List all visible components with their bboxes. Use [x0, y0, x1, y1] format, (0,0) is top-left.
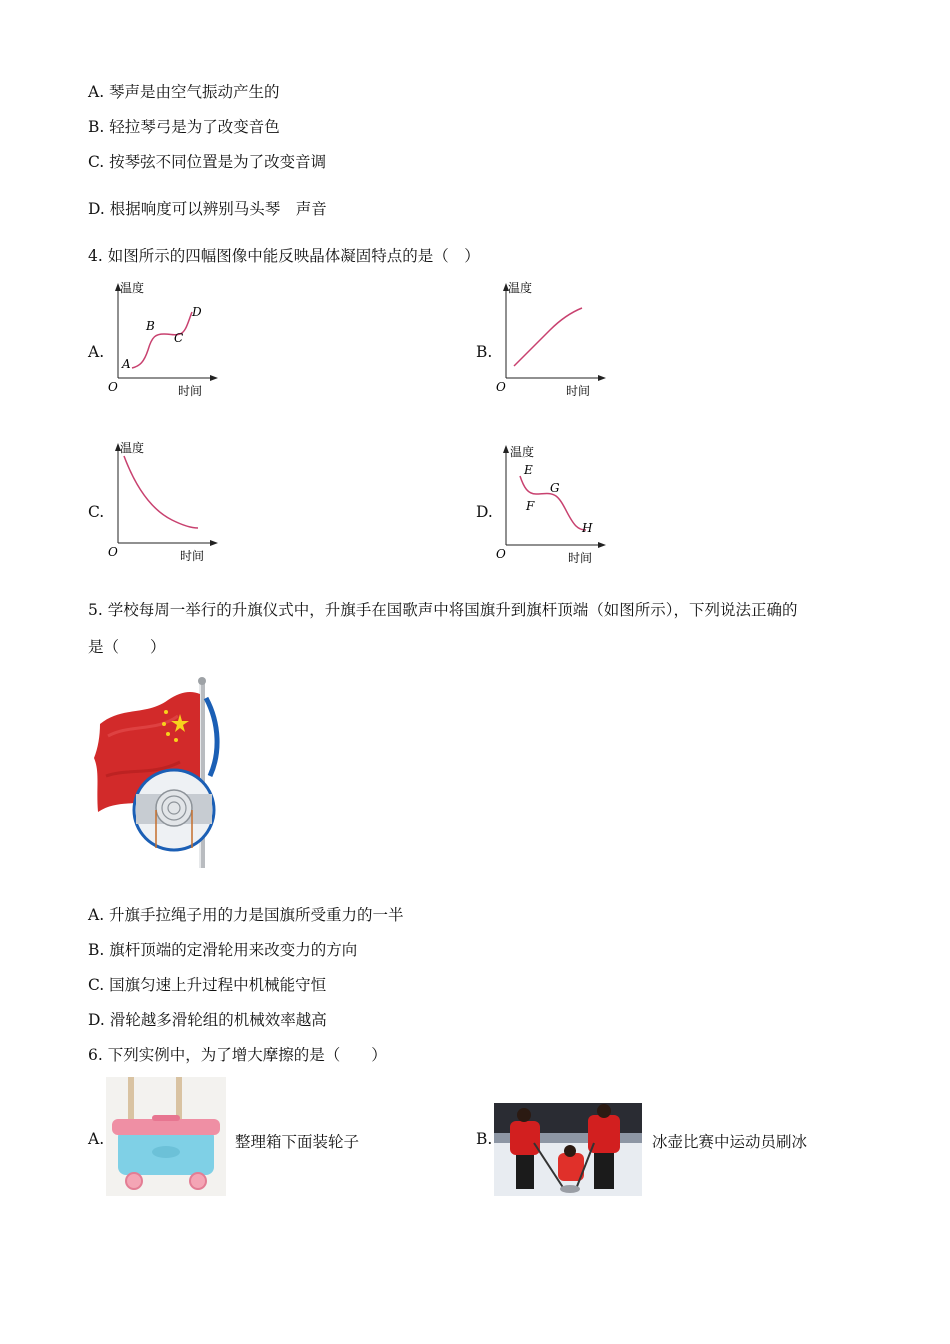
- q4-label-d: D.: [476, 503, 493, 521]
- x-axis-label: 时间: [180, 549, 205, 563]
- q4-stem: 4. 如图所示的四幅图像中能反映晶体凝固特点的是（ ）: [88, 247, 480, 265]
- point-b: B: [146, 319, 155, 333]
- box-lid: [112, 1119, 220, 1135]
- y-axis-label: 温度: [508, 281, 533, 295]
- origin-label: O: [108, 380, 118, 394]
- curling-stone: [560, 1185, 580, 1193]
- curling-image: [494, 1103, 642, 1196]
- storage-box-image: [106, 1077, 226, 1196]
- origin-label: O: [496, 380, 506, 394]
- origin-label: O: [496, 547, 506, 561]
- athlete-left: [510, 1121, 540, 1155]
- y-axis-label: 温度: [120, 441, 145, 455]
- q4-graph-d: [488, 440, 618, 574]
- flag-pole-image: [88, 676, 223, 868]
- q4-label-b: B.: [476, 343, 493, 361]
- q3-option-b: B. 轻拉琴弓是为了改变音色: [88, 118, 280, 136]
- y-axis-label: 温度: [120, 281, 145, 295]
- x-axis-label: 时间: [178, 384, 203, 398]
- pulley-arc: [206, 698, 217, 776]
- q6-option-a-text: 整理箱下面装轮子: [235, 1133, 360, 1151]
- point-g: G: [550, 481, 560, 495]
- point-d: D: [192, 305, 202, 319]
- x-axis-label: 时间: [566, 384, 591, 398]
- q6-option-b-text: 冰壶比赛中运动员刷冰: [652, 1133, 808, 1151]
- point-a: A: [122, 357, 131, 371]
- q6-label-b: B.: [476, 1130, 493, 1148]
- y-axis-label: 温度: [510, 445, 535, 459]
- q4-graph-b: [488, 278, 618, 407]
- q4-label-c: C.: [88, 503, 105, 521]
- q4-graph-a: [100, 278, 230, 407]
- q6-label-a: A.: [88, 1130, 105, 1148]
- q3-option-d: D. 根据响度可以辨别马头琴 声音: [88, 200, 327, 218]
- curve-c: [124, 456, 198, 528]
- q3-option-c: C. 按琴弦不同位置是为了改变音调: [88, 153, 327, 171]
- x-axis-label: 时间: [568, 551, 593, 565]
- q5-option-b: B. 旗杆顶端的定滑轮用来改变力的方向: [88, 941, 358, 959]
- point-h: H: [582, 521, 593, 535]
- origin-label: O: [108, 545, 118, 559]
- q5-option-a: A. 升旗手拉绳子用的力是国旗所受重力的一半: [88, 906, 404, 924]
- q5-option-c: C. 国旗匀速上升过程中机械能守恒: [88, 976, 327, 994]
- q6-stem: 6. 下列实例中，为了增大摩擦的是（ ）: [88, 1046, 387, 1064]
- q4-label-a: A.: [88, 343, 105, 361]
- wheel: [190, 1173, 206, 1189]
- curve-b: [514, 308, 582, 366]
- q3-option-a: A. 琴声是由空气振动产生的: [88, 83, 280, 101]
- q5-stem-line1: 5. 学校每周一举行的升旗仪式中，升旗手在国歌声中将国旗升到旗杆顶端（如图所示），下列说法正确的: [88, 601, 798, 619]
- wheel: [126, 1173, 142, 1189]
- q4-graph-c: [100, 438, 230, 572]
- point-c: C: [174, 331, 184, 345]
- point-f: F: [526, 499, 535, 513]
- q5-stem-line2: 是（ ）: [88, 638, 166, 656]
- q5-option-d: D. 滑轮越多滑轮组的机械效率越高: [88, 1011, 327, 1029]
- point-e: E: [524, 463, 533, 477]
